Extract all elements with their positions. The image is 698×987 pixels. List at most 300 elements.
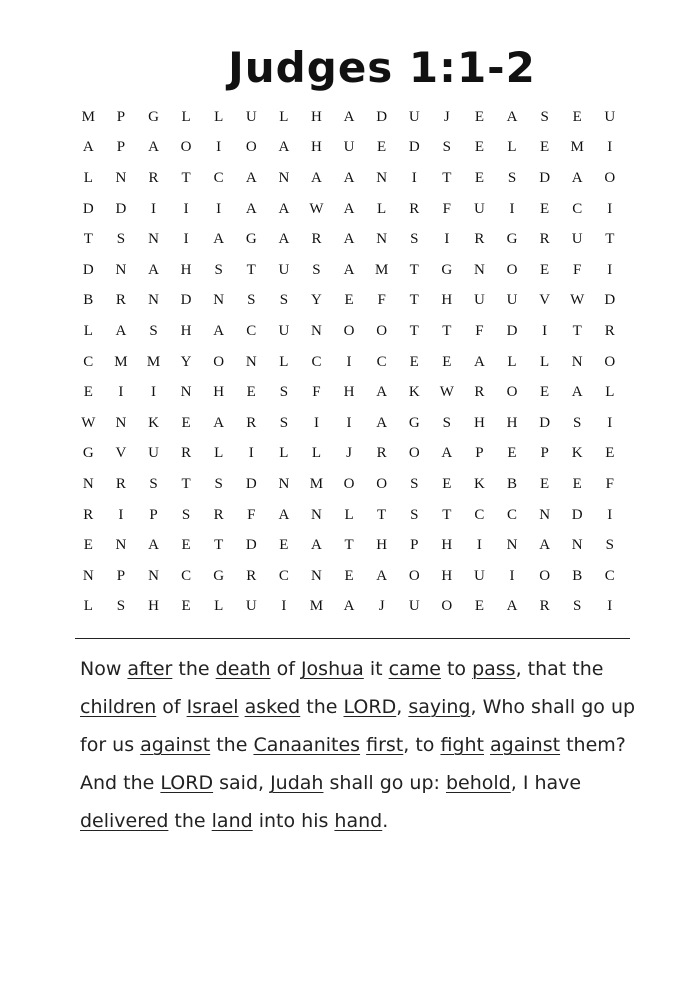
grid-letter[interactable]: A	[115, 322, 127, 339]
grid-letter[interactable]: B	[507, 475, 518, 492]
grid-letter[interactable]: L	[279, 108, 289, 125]
grid-letter[interactable]: H	[343, 384, 355, 401]
grid-letter[interactable]: I	[607, 506, 613, 523]
grid-letter[interactable]: L	[605, 384, 615, 401]
grid-letter[interactable]: S	[442, 139, 451, 156]
grid-letter[interactable]: S	[279, 292, 289, 309]
grid-letter[interactable]: V	[115, 445, 127, 462]
grid-letter[interactable]: N	[180, 384, 192, 401]
grid-letter[interactable]: A	[343, 231, 355, 248]
grid-letter[interactable]: A	[506, 598, 518, 615]
grid-letter[interactable]: I	[607, 598, 613, 615]
grid-letter[interactable]: N	[115, 169, 127, 186]
grid-letter[interactable]: L	[83, 598, 93, 615]
grid-letter[interactable]: S	[247, 292, 256, 309]
grid-letter[interactable]: C	[376, 353, 387, 370]
grid-letter[interactable]: E	[409, 353, 419, 370]
grid-letter[interactable]: L	[83, 169, 93, 186]
grid-letter[interactable]: S	[507, 169, 517, 186]
passage-text: the	[210, 734, 254, 756]
grid-letter[interactable]: L	[344, 506, 354, 523]
grid-letter[interactable]: L	[507, 139, 517, 156]
grid-letter[interactable]: I	[444, 231, 450, 248]
grid-letter[interactable]: N	[82, 475, 94, 492]
grid-letter[interactable]: M	[570, 139, 584, 156]
grid-letter[interactable]: N	[376, 231, 388, 248]
grid-letter[interactable]: O	[343, 322, 355, 339]
grid-letter[interactable]: T	[442, 322, 452, 339]
passage-text: , I have	[510, 772, 582, 794]
grid-letter[interactable]: T	[572, 322, 582, 339]
grid-letter[interactable]: A	[539, 537, 551, 554]
grid-letter[interactable]: S	[573, 414, 582, 431]
grid-letter[interactable]: S	[573, 598, 582, 615]
grid-letter[interactable]: A	[213, 322, 225, 339]
grid-letter[interactable]: E	[540, 475, 550, 492]
grid-letter[interactable]: A	[571, 169, 583, 186]
grid-letter[interactable]: C	[278, 567, 289, 584]
grid-letter[interactable]: W	[570, 292, 585, 309]
grid-letter[interactable]: G	[82, 445, 94, 462]
grid-letter[interactable]: J	[346, 445, 352, 462]
grid-letter[interactable]: N	[115, 537, 127, 554]
grid-letter[interactable]: N	[148, 292, 159, 309]
grid-letter[interactable]: K	[474, 475, 485, 492]
grid-letter[interactable]: H	[441, 567, 453, 584]
grid-letter[interactable]: H	[441, 537, 453, 554]
grid-letter[interactable]: S	[540, 108, 549, 125]
grid-letter[interactable]: W	[81, 414, 96, 431]
grid-letter[interactable]: U	[148, 445, 159, 462]
grid-letter[interactable]: N	[82, 567, 94, 584]
grid-letter[interactable]: R	[604, 322, 615, 339]
grid-letter[interactable]: A	[376, 567, 388, 584]
grid-letter[interactable]: P	[116, 567, 126, 584]
grid-letter[interactable]: K	[571, 445, 583, 462]
grid-letter[interactable]: R	[474, 384, 485, 401]
grid-letter[interactable]: M	[309, 475, 324, 492]
grid-letter[interactable]: A	[343, 261, 355, 278]
grid-letter[interactable]: S	[149, 322, 158, 339]
grid-letter[interactable]: A	[571, 384, 583, 401]
grid-letter[interactable]: C	[604, 567, 615, 584]
grid-letter[interactable]: I	[346, 414, 352, 431]
grid-letter[interactable]: E	[474, 139, 484, 156]
grid-letter[interactable]: S	[116, 598, 126, 615]
grid-letter[interactable]: I	[118, 506, 124, 523]
grid-letter[interactable]: R	[181, 445, 192, 462]
grid-letter[interactable]: J	[378, 598, 385, 615]
grid-letter[interactable]: C	[246, 322, 257, 339]
grid-letter[interactable]: I	[183, 200, 189, 217]
grid-letter[interactable]: H	[148, 598, 159, 615]
grid-letter[interactable]: N	[278, 475, 290, 492]
grid-letter[interactable]: O	[376, 475, 388, 492]
grid-letter[interactable]: L	[83, 322, 93, 339]
grid-letter[interactable]: A	[213, 231, 225, 248]
grid-letter[interactable]: D	[180, 292, 192, 309]
grid-letter[interactable]: G	[506, 231, 518, 248]
grid-letter[interactable]: P	[475, 445, 484, 462]
grid-letter[interactable]: C	[572, 200, 583, 217]
grid-letter[interactable]: U	[604, 108, 616, 125]
grid-letter[interactable]: G	[245, 231, 257, 248]
passage-text: into his	[252, 810, 335, 832]
grid-letter[interactable]: C	[83, 353, 94, 370]
grid-letter[interactable]: S	[605, 537, 614, 554]
grid-letter[interactable]: F	[377, 292, 386, 309]
grid-letter[interactable]: F	[573, 261, 582, 278]
grid-letter[interactable]: N	[571, 537, 583, 554]
grid-letter[interactable]: I	[509, 567, 515, 584]
grid-letter[interactable]: E	[181, 537, 191, 554]
grid-letter[interactable]: P	[116, 139, 126, 156]
grid-letter[interactable]: N	[115, 414, 127, 431]
grid-letter[interactable]: E	[344, 292, 354, 309]
grid-letter[interactable]: R	[376, 445, 387, 462]
grid-letter[interactable]: M	[146, 353, 161, 370]
grid-letter[interactable]: V	[539, 292, 551, 309]
grid-letter[interactable]: N	[278, 169, 290, 186]
grid-letter[interactable]: R	[115, 475, 126, 492]
grid-letter[interactable]: T	[377, 506, 387, 523]
grid-letter[interactable]: A	[278, 200, 290, 217]
grid-letter[interactable]: A	[245, 200, 257, 217]
grid-letter[interactable]: A	[376, 384, 388, 401]
grid-letter[interactable]: N	[539, 506, 551, 523]
grid-letter[interactable]: D	[539, 414, 551, 431]
grid-letter[interactable]: E	[540, 200, 550, 217]
grid-letter[interactable]: T	[344, 537, 354, 554]
grid-letter[interactable]: O	[604, 169, 616, 186]
grid-letter[interactable]: N	[148, 231, 159, 248]
grid-letter[interactable]: D	[539, 169, 551, 186]
grid-letter[interactable]: T	[605, 231, 615, 248]
grid-letter[interactable]: L	[507, 353, 517, 370]
grid-letter[interactable]: J	[443, 108, 450, 125]
grid-letter[interactable]: T	[214, 537, 224, 554]
grid-letter[interactable]: C	[474, 506, 485, 523]
grid-letter[interactable]: E	[507, 445, 517, 462]
grid-letter[interactable]: K	[408, 384, 420, 401]
grid-letter[interactable]: U	[245, 108, 257, 125]
grid-letter[interactable]: U	[474, 200, 485, 217]
grid-letter[interactable]: L	[279, 445, 289, 462]
grid-letter[interactable]: S	[312, 261, 321, 278]
grid-letter[interactable]: A	[245, 169, 257, 186]
grid-letter[interactable]: O	[376, 322, 388, 339]
grid-letter[interactable]: W	[439, 384, 454, 401]
grid-letter[interactable]: S	[410, 231, 419, 248]
grid-letter[interactable]: E	[279, 537, 289, 554]
grid-letter[interactable]: P	[540, 445, 549, 462]
grid-letter[interactable]: S	[279, 414, 289, 431]
grid-letter[interactable]: D	[408, 139, 420, 156]
grid-letter[interactable]: T	[442, 169, 452, 186]
grid-letter[interactable]: N	[311, 567, 322, 584]
grid-letter[interactable]: R	[539, 598, 550, 615]
grid-letter[interactable]: L	[311, 445, 322, 462]
grid-letter[interactable]: H	[474, 414, 485, 431]
grid-letter[interactable]: D	[82, 200, 94, 217]
grid-letter[interactable]: S	[442, 414, 451, 431]
grid-letter[interactable]: E	[540, 384, 550, 401]
passage-text: of	[156, 696, 187, 718]
grid-letter[interactable]: I	[216, 200, 222, 217]
grid-letter[interactable]: I	[411, 169, 417, 186]
grid-letter[interactable]: K	[148, 414, 159, 431]
grid-letter[interactable]: G	[148, 108, 159, 125]
grid-letter[interactable]: R	[246, 414, 257, 431]
grid-letter[interactable]: E	[344, 567, 354, 584]
grid-letter[interactable]: E	[181, 598, 191, 615]
grid-letter[interactable]: I	[607, 139, 613, 156]
grid-letter[interactable]: A	[278, 506, 290, 523]
grid-letter[interactable]: O	[604, 353, 616, 370]
grid-letter[interactable]: U	[474, 292, 485, 309]
grid-letter[interactable]: I	[118, 384, 124, 401]
grid-letter[interactable]: E	[83, 537, 93, 554]
grid-letter[interactable]: A	[376, 414, 388, 431]
grid-letter[interactable]: E	[83, 384, 93, 401]
grid-letter[interactable]: C	[181, 567, 192, 584]
grid-letter[interactable]: H	[376, 537, 388, 554]
grid-letter[interactable]: P	[116, 108, 126, 125]
grid-letter[interactable]: I	[216, 139, 222, 156]
grid-letter[interactable]: H	[506, 414, 518, 431]
grid-letter[interactable]: D	[571, 506, 583, 523]
grid-letter[interactable]: E	[540, 261, 550, 278]
grid-letter[interactable]: B	[572, 567, 583, 584]
key-word: came	[388, 658, 441, 680]
grid-letter[interactable]: R	[83, 506, 94, 523]
grid-letter[interactable]: A	[343, 200, 355, 217]
grid-letter[interactable]: I	[313, 414, 319, 431]
grid-letter[interactable]: G	[408, 414, 420, 431]
grid-letter[interactable]: I	[509, 200, 515, 217]
grid-letter[interactable]: I	[150, 200, 156, 217]
grid-letter[interactable]: M	[81, 108, 95, 125]
grid-letter[interactable]: A	[474, 353, 485, 370]
grid-letter[interactable]: O	[343, 475, 355, 492]
grid-letter[interactable]: H	[213, 384, 225, 401]
grid-letter[interactable]: D	[604, 292, 616, 309]
grid-letter[interactable]: I	[281, 598, 287, 615]
grid-letter[interactable]: A	[343, 598, 355, 615]
grid-letter[interactable]: E	[540, 139, 550, 156]
grid-letter[interactable]: Y	[180, 353, 192, 370]
grid-letter[interactable]: T	[409, 322, 419, 339]
grid-letter[interactable]: B	[83, 292, 94, 309]
grid-letter[interactable]: E	[377, 139, 387, 156]
scripture-passage	[80, 650, 650, 840]
grid-letter[interactable]: E	[474, 108, 484, 125]
grid-letter[interactable]: R	[311, 231, 322, 248]
grid-letter[interactable]: C	[507, 506, 518, 523]
grid-letter[interactable]: O	[408, 567, 420, 584]
grid-letter[interactable]: D	[245, 537, 257, 554]
grid-letter[interactable]: D	[82, 261, 94, 278]
grid-letter[interactable]: A	[148, 261, 159, 278]
grid-letter[interactable]: E	[572, 108, 582, 125]
grid-letter[interactable]: G	[213, 567, 225, 584]
key-word: behold	[445, 772, 511, 794]
grid-letter[interactable]: C	[213, 169, 224, 186]
grid-letter[interactable]: A	[278, 231, 290, 248]
grid-letter[interactable]: F	[605, 475, 614, 492]
grid-letter[interactable]: U	[408, 598, 420, 615]
grid-letter[interactable]: N	[245, 353, 257, 370]
grid-letter[interactable]: I	[150, 384, 156, 401]
grid-letter[interactable]: O	[506, 384, 518, 401]
grid-letter[interactable]: E	[181, 414, 191, 431]
grid-letter[interactable]: I	[476, 537, 482, 554]
grid-letter[interactable]: S	[214, 261, 223, 278]
grid-letter[interactable]: M	[114, 353, 128, 370]
grid-letter[interactable]: L	[214, 598, 224, 615]
grid-letter[interactable]: U	[408, 108, 420, 125]
page-title: Judges 1:1-2	[228, 43, 536, 92]
grid-letter[interactable]: A	[343, 108, 355, 125]
grid-letter[interactable]: A	[311, 537, 322, 554]
grid-letter[interactable]: C	[311, 353, 322, 370]
grid-letter[interactable]: L	[377, 200, 387, 217]
grid-letter[interactable]: R	[409, 200, 420, 217]
grid-letter[interactable]: F	[442, 200, 451, 217]
grid-letter[interactable]: D	[115, 200, 127, 217]
grid-letter[interactable]: F	[312, 384, 321, 401]
grid-letter[interactable]: G	[441, 261, 453, 278]
grid-letter[interactable]: M	[309, 598, 324, 615]
grid-letter[interactable]: A	[343, 169, 355, 186]
grid-letter[interactable]: R	[148, 169, 159, 186]
grid-letter[interactable]: L	[181, 108, 191, 125]
key-word: Judah	[270, 772, 324, 794]
grid-letter[interactable]: N	[213, 292, 225, 309]
grid-letter[interactable]: E	[605, 445, 615, 462]
grid-letter[interactable]: N	[148, 567, 159, 584]
grid-letter[interactable]: T	[181, 475, 191, 492]
grid-letter[interactable]: L	[214, 108, 224, 125]
grid-letter[interactable]: T	[409, 261, 419, 278]
grid-letter[interactable]: O	[180, 139, 192, 156]
grid-letter[interactable]: U	[278, 261, 290, 278]
grid-letter[interactable]: A	[82, 139, 94, 156]
grid-letter[interactable]: L	[279, 353, 289, 370]
grid-letter[interactable]: T	[409, 292, 419, 309]
grid-letter[interactable]: E	[246, 384, 256, 401]
grid-letter[interactable]: R	[539, 231, 550, 248]
grid-letter[interactable]: A	[148, 139, 159, 156]
grid-letter[interactable]: I	[607, 261, 613, 278]
grid-letter[interactable]: S	[410, 506, 419, 523]
grid-letter[interactable]: U	[245, 598, 257, 615]
grid-letter[interactable]: E	[474, 598, 484, 615]
grid-letter[interactable]: O	[539, 567, 551, 584]
grid-letter[interactable]: N	[571, 353, 583, 370]
grid-letter[interactable]: Y	[311, 292, 322, 309]
grid-letter[interactable]: L	[214, 445, 224, 462]
grid-letter[interactable]: I	[607, 414, 613, 431]
grid-letter[interactable]: A	[441, 445, 453, 462]
grid-letter[interactable]: N	[311, 322, 322, 339]
grid-letter[interactable]: N	[506, 537, 518, 554]
grid-letter[interactable]: H	[311, 139, 322, 156]
grid-letter[interactable]: F	[475, 322, 484, 339]
grid-letter[interactable]: O	[245, 139, 257, 156]
grid-letter[interactable]: S	[279, 384, 289, 401]
grid-letter[interactable]: E	[442, 475, 452, 492]
grid-letter[interactable]: O	[506, 261, 518, 278]
grid-letter[interactable]: U	[571, 231, 583, 248]
grid-letter[interactable]: L	[540, 353, 550, 370]
grid-letter[interactable]: I	[607, 200, 613, 217]
grid-letter[interactable]: D	[506, 322, 518, 339]
grid-letter[interactable]: U	[506, 292, 518, 309]
grid-letter[interactable]: A	[506, 108, 518, 125]
grid-letter[interactable]: A	[148, 537, 159, 554]
grid-letter[interactable]: N	[311, 506, 322, 523]
grid-letter[interactable]: T	[181, 169, 191, 186]
grid-letter[interactable]: N	[376, 169, 388, 186]
grid-letter[interactable]: D	[376, 108, 388, 125]
grid-letter[interactable]: W	[309, 200, 324, 217]
grid-letter[interactable]: H	[441, 292, 453, 309]
grid-letter[interactable]: N	[115, 261, 127, 278]
key-word: first	[366, 734, 404, 756]
grid-letter[interactable]: E	[474, 169, 484, 186]
grid-letter[interactable]: T	[442, 506, 452, 523]
grid-letter[interactable]: I	[183, 231, 189, 248]
grid-letter[interactable]: U	[343, 139, 355, 156]
grid-letter[interactable]: H	[311, 108, 322, 125]
grid-letter[interactable]: F	[247, 506, 256, 523]
grid-letter[interactable]: R	[115, 292, 126, 309]
grid-letter[interactable]: T	[83, 231, 93, 248]
grid-letter[interactable]: A	[278, 139, 290, 156]
grid-letter[interactable]: U	[474, 567, 485, 584]
grid-letter[interactable]: E	[572, 475, 582, 492]
grid-letter[interactable]: A	[213, 414, 225, 431]
grid-letter[interactable]: S	[149, 475, 158, 492]
grid-letter[interactable]: O	[408, 445, 420, 462]
grid-letter[interactable]: H	[180, 322, 192, 339]
grid-letter[interactable]: S	[181, 506, 191, 523]
grid-letter[interactable]: E	[442, 353, 452, 370]
grid-letter[interactable]: I	[542, 322, 548, 339]
grid-letter[interactable]: R	[213, 506, 224, 523]
grid-letter[interactable]: H	[180, 261, 192, 278]
key-word: Israel	[186, 696, 239, 718]
grid-letter[interactable]: S	[116, 231, 126, 248]
grid-letter[interactable]: I	[346, 353, 352, 370]
grid-letter[interactable]: N	[474, 261, 485, 278]
grid-letter[interactable]: S	[410, 475, 419, 492]
grid-letter[interactable]: A	[311, 169, 322, 186]
grid-letter[interactable]: P	[410, 537, 419, 554]
grid-letter[interactable]: D	[245, 475, 257, 492]
grid-letter[interactable]: R	[246, 567, 257, 584]
grid-letter[interactable]: O	[441, 598, 453, 615]
grid-letter[interactable]: I	[248, 445, 254, 462]
grid-letter[interactable]: R	[474, 231, 485, 248]
grid-letter[interactable]: O	[213, 353, 225, 370]
grid-letter[interactable]: T	[246, 261, 256, 278]
grid-letter[interactable]: S	[214, 475, 223, 492]
grid-letter[interactable]: U	[278, 322, 290, 339]
grid-letter[interactable]: M	[374, 261, 389, 278]
grid-letter[interactable]: P	[149, 506, 158, 523]
